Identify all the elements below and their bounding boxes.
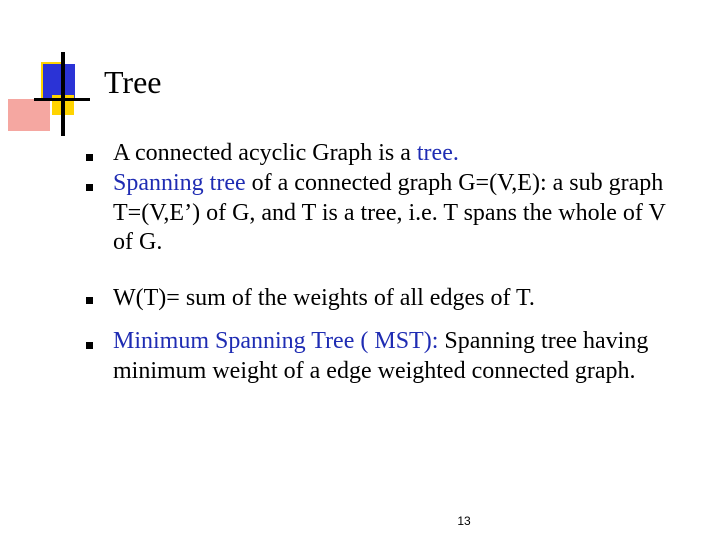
bullet-4-text: Spanning tree having minimum weight of a edge weighted connected graph.: [113, 328, 649, 384]
bullet-item-2: [113, 169, 673, 258]
bullet-marker: [86, 297, 93, 304]
bullet-3-text: W(T)= sum of the weights of all edges of T.: [113, 285, 535, 311]
bullet-4-highlight: Minimum Spanning Tree ( MST):: [113, 328, 439, 354]
bullet-marker: [86, 154, 93, 161]
bullet-item-1: [113, 139, 673, 169]
bullet-marker: [86, 184, 93, 191]
bullet-1-text: A connected acyclic Graph is a: [113, 140, 417, 166]
bullet-marker: [86, 342, 93, 349]
bullet-2-highlight: Spanning tree: [113, 170, 246, 196]
bullet-2-text: of a connected graph G=(V,E): a sub graph T=(V,E’) of G, and T is a tree, i.e. T spans the whole of V of G.: [113, 170, 666, 255]
slide-title: Tree: [104, 64, 162, 100]
bullet-1-highlight: tree.: [416, 140, 459, 166]
bullet-item-4: [113, 327, 673, 386]
bullet-item-3: [113, 284, 673, 314]
page-number: 13: [457, 514, 471, 528]
